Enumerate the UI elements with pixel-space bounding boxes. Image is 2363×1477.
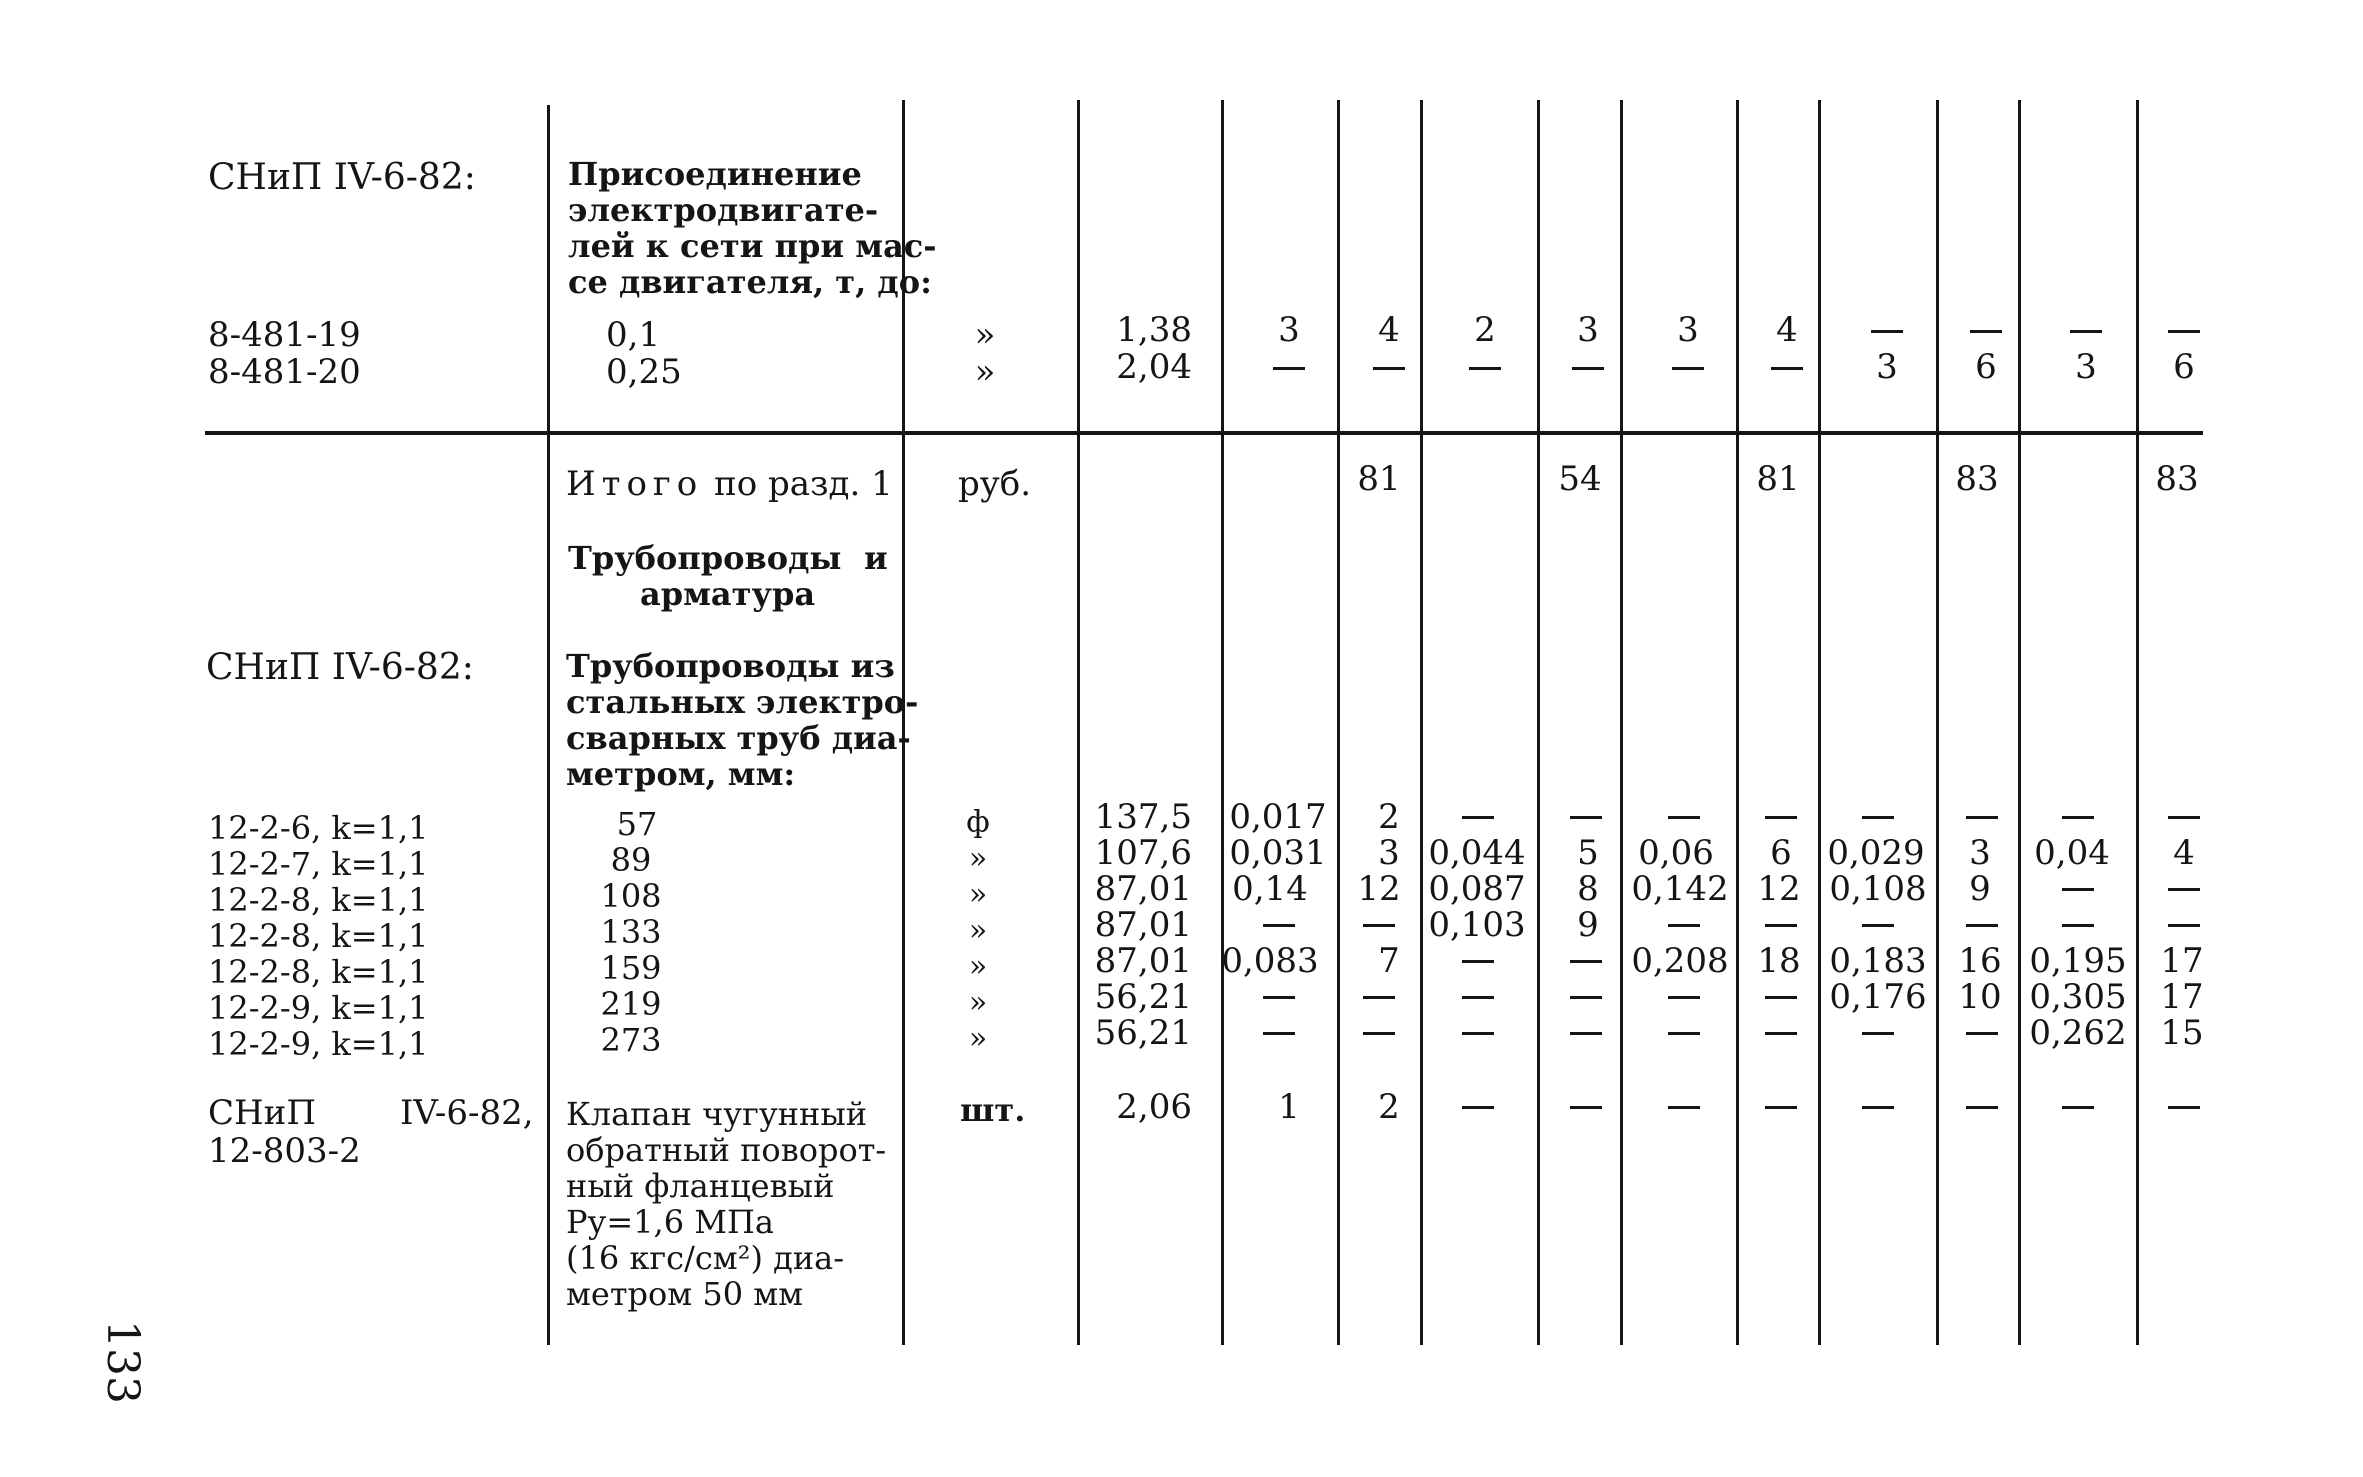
section-title: Трубопроводы из стальных электро- сварных труб диа- метром, мм: — [566, 647, 919, 793]
column-rule — [1537, 100, 1540, 1345]
total-value: 81 — [1756, 459, 1800, 499]
cell-value: 0,14 — [1232, 869, 1308, 909]
page-number: 133 — [97, 1320, 148, 1404]
norm-reference: СНиП IV-6-82: — [206, 647, 474, 688]
empty-dash — [1970, 330, 2002, 333]
column-rule — [1337, 100, 1340, 1345]
column-rule — [1077, 100, 1080, 1345]
cell-value: 8 — [1577, 869, 1599, 909]
empty-dash — [1462, 1106, 1494, 1109]
cell-value: 4 — [1776, 310, 1798, 350]
cell-value: 16 — [1958, 941, 2002, 981]
empty-dash — [1966, 924, 1998, 927]
empty-dash — [1765, 1032, 1797, 1035]
total-value: 81 — [1357, 459, 1401, 499]
cell-value: 3 — [1969, 833, 1991, 873]
unit-value: » — [968, 1021, 988, 1056]
empty-dash — [2062, 1106, 2094, 1109]
cell-value: 0,305 — [2029, 977, 2127, 1017]
empty-dash — [1570, 996, 1602, 999]
empty-dash — [1765, 996, 1797, 999]
price-value: 107,6 — [1094, 833, 1192, 873]
price-value: 56,21 — [1094, 1013, 1192, 1053]
empty-dash — [1570, 816, 1602, 819]
price-value: 2,04 — [1116, 347, 1192, 387]
cell-value: 0,108 — [1829, 869, 1927, 909]
cell-value: 0,017 — [1229, 797, 1327, 837]
norm-reference: 12-2-8, k=1,1 — [208, 953, 429, 991]
empty-dash — [1263, 924, 1295, 927]
cell-value: 3 — [2075, 347, 2097, 387]
unit-value: ф — [966, 805, 990, 840]
column-rule — [1818, 100, 1821, 1345]
column-rule — [2136, 100, 2139, 1345]
size-value: 159 — [600, 949, 662, 987]
price-value: 87,01 — [1094, 869, 1192, 909]
cell-value: 0,029 — [1827, 833, 1925, 873]
unit-value: » — [974, 352, 996, 392]
norm-reference: СНиП — [208, 1093, 316, 1133]
cell-value: 6 — [2173, 347, 2195, 387]
unit-value: руб. — [958, 464, 1032, 504]
empty-dash — [2168, 1106, 2200, 1109]
cell-value: 4 — [1378, 310, 1400, 350]
cell-value: 9 — [1577, 905, 1599, 945]
cell-value: 6 — [1975, 347, 1997, 387]
empty-dash — [2070, 330, 2102, 333]
column-rule — [1420, 100, 1423, 1345]
empty-dash — [1668, 816, 1700, 819]
empty-dash — [1570, 1032, 1602, 1035]
empty-dash — [1862, 1106, 1894, 1109]
norm-reference: 12-2-6, k=1,1 — [208, 809, 429, 847]
empty-dash — [1862, 816, 1894, 819]
empty-dash — [1668, 924, 1700, 927]
cell-value: 0,176 — [1829, 977, 1927, 1017]
empty-dash — [1668, 1106, 1700, 1109]
size-value: 0,25 — [606, 352, 682, 392]
empty-dash — [2168, 924, 2200, 927]
empty-dash — [2062, 816, 2094, 819]
size-value: 0,1 — [606, 315, 661, 355]
empty-dash — [1462, 996, 1494, 999]
cell-value: 0,142 — [1631, 869, 1729, 909]
empty-dash — [1572, 367, 1604, 370]
column-rule — [1620, 100, 1623, 1345]
cell-value: 3 — [1677, 310, 1699, 350]
cell-value: 0,044 — [1428, 833, 1526, 873]
unit-value: » — [968, 877, 988, 912]
size-value: 219 — [600, 985, 662, 1023]
norm-reference: СНиП IV-6-82: — [208, 157, 476, 198]
empty-dash — [1363, 1032, 1395, 1035]
size-value: 133 — [600, 913, 662, 951]
cell-value: 17 — [2160, 941, 2204, 981]
norm-reference: 12-2-9, k=1,1 — [208, 1025, 429, 1063]
cell-value: 0,04 — [2034, 833, 2110, 873]
empty-dash — [2168, 816, 2200, 819]
cell-value: 0,083 — [1221, 941, 1319, 981]
norm-reference: 12-803-2 — [208, 1131, 361, 1171]
unit-value: » — [974, 315, 996, 355]
cell-value: 3 — [1378, 833, 1400, 873]
empty-dash — [1765, 924, 1797, 927]
empty-dash — [1771, 367, 1803, 370]
cell-value: 6 — [1770, 833, 1792, 873]
norm-reference: IV-6-82, — [400, 1093, 534, 1133]
total-value: 54 — [1558, 459, 1602, 499]
cell-value: 12 — [1757, 869, 1801, 909]
empty-dash — [1570, 1106, 1602, 1109]
empty-dash — [2168, 888, 2200, 891]
price-value: 137,5 — [1094, 797, 1192, 837]
norm-reference: 8-481-20 — [208, 352, 361, 392]
unit-value: » — [968, 985, 988, 1020]
norm-reference: 8-481-19 — [208, 315, 361, 355]
empty-dash — [1462, 960, 1494, 963]
cell-value: 4 — [2173, 833, 2195, 873]
empty-dash — [1871, 330, 1903, 333]
empty-dash — [1469, 367, 1501, 370]
empty-dash — [1672, 367, 1704, 370]
empty-dash — [1273, 367, 1305, 370]
empty-dash — [1363, 996, 1395, 999]
column-rule — [1221, 100, 1224, 1345]
cell-value: 5 — [1577, 833, 1599, 873]
empty-dash — [1862, 1032, 1894, 1035]
empty-dash — [1765, 816, 1797, 819]
empty-dash — [1263, 996, 1295, 999]
cell-value: 17 — [2160, 977, 2204, 1017]
column-rule — [1736, 100, 1739, 1345]
size-value: 108 — [600, 877, 662, 915]
empty-dash — [1966, 816, 1998, 819]
cell-value: 12 — [1357, 869, 1401, 909]
total-value: 83 — [2155, 459, 2199, 499]
cell-value: 3 — [1577, 310, 1599, 350]
price-value: 87,01 — [1094, 905, 1192, 945]
empty-dash — [2062, 924, 2094, 927]
price-value: 2,06 — [1116, 1087, 1192, 1127]
cell-value: 18 — [1757, 941, 1801, 981]
cell-value: 10 — [1958, 977, 2002, 1017]
cell-value: 2 — [1474, 310, 1496, 350]
unit-value: » — [968, 841, 988, 876]
total-label: Итого по разд. 1 — [566, 464, 893, 504]
empty-dash — [1765, 1106, 1797, 1109]
cell-value: 0,06 — [1638, 833, 1714, 873]
norm-reference: 12-2-8, k=1,1 — [208, 881, 429, 919]
norm-reference: 12-2-8, k=1,1 — [208, 917, 429, 955]
norm-reference: 12-2-9, k=1,1 — [208, 989, 429, 1027]
empty-dash — [1373, 367, 1405, 370]
cell-value: 0,087 — [1428, 869, 1526, 909]
column-rule — [1936, 100, 1939, 1345]
empty-dash — [1363, 924, 1395, 927]
section-separator — [205, 431, 2203, 435]
column-rule — [547, 105, 550, 1345]
empty-dash — [1570, 960, 1602, 963]
cell-value: 0,031 — [1229, 833, 1327, 873]
empty-dash — [1263, 1032, 1295, 1035]
section-title: Присоединение электродвигате- лей к сети при мас- се двигателя, т, до: — [568, 155, 937, 301]
empty-dash — [1862, 924, 1894, 927]
empty-dash — [2062, 888, 2094, 891]
price-value: 87,01 — [1094, 941, 1192, 981]
unit-value: » — [968, 949, 988, 984]
unit-value: шт. — [960, 1091, 1026, 1129]
cell-value: 2 — [1378, 797, 1400, 837]
cell-value: 0,103 — [1428, 905, 1526, 945]
item-description: Клапан чугунный обратный поворот- ный фланцевый Pу=1,6 МПа (16 кгс/см²) диа- метром 50 мм — [566, 1095, 887, 1313]
section-heading: и — [864, 539, 888, 577]
cell-value: 1 — [1278, 1087, 1300, 1127]
size-value: 57 — [616, 805, 658, 843]
empty-dash — [1462, 816, 1494, 819]
cell-value: 0,195 — [2029, 941, 2127, 981]
size-value: 89 — [610, 841, 652, 879]
empty-dash — [2168, 330, 2200, 333]
cell-value: 0,208 — [1631, 941, 1729, 981]
size-value: 273 — [600, 1021, 662, 1059]
cell-value: 2 — [1378, 1087, 1400, 1127]
unit-value: » — [968, 913, 988, 948]
empty-dash — [1966, 1032, 1998, 1035]
cell-value: 0,262 — [2029, 1013, 2127, 1053]
empty-dash — [1668, 996, 1700, 999]
empty-dash — [1462, 1032, 1494, 1035]
empty-dash — [1966, 1106, 1998, 1109]
cell-value: 15 — [2160, 1013, 2204, 1053]
section-heading: арматура — [640, 575, 816, 613]
column-rule — [2018, 100, 2021, 1345]
empty-dash — [1668, 1032, 1700, 1035]
cell-value: 7 — [1378, 941, 1400, 981]
price-value: 56,21 — [1094, 977, 1192, 1017]
cell-value: 0,183 — [1829, 941, 1927, 981]
price-value: 1,38 — [1116, 310, 1192, 350]
cell-value: 3 — [1876, 347, 1898, 387]
cell-value: 3 — [1278, 310, 1300, 350]
norm-reference: 12-2-7, k=1,1 — [208, 845, 429, 883]
total-value: 83 — [1955, 459, 1999, 499]
cell-value: 9 — [1969, 869, 1991, 909]
section-heading: Трубопроводы — [568, 539, 842, 577]
